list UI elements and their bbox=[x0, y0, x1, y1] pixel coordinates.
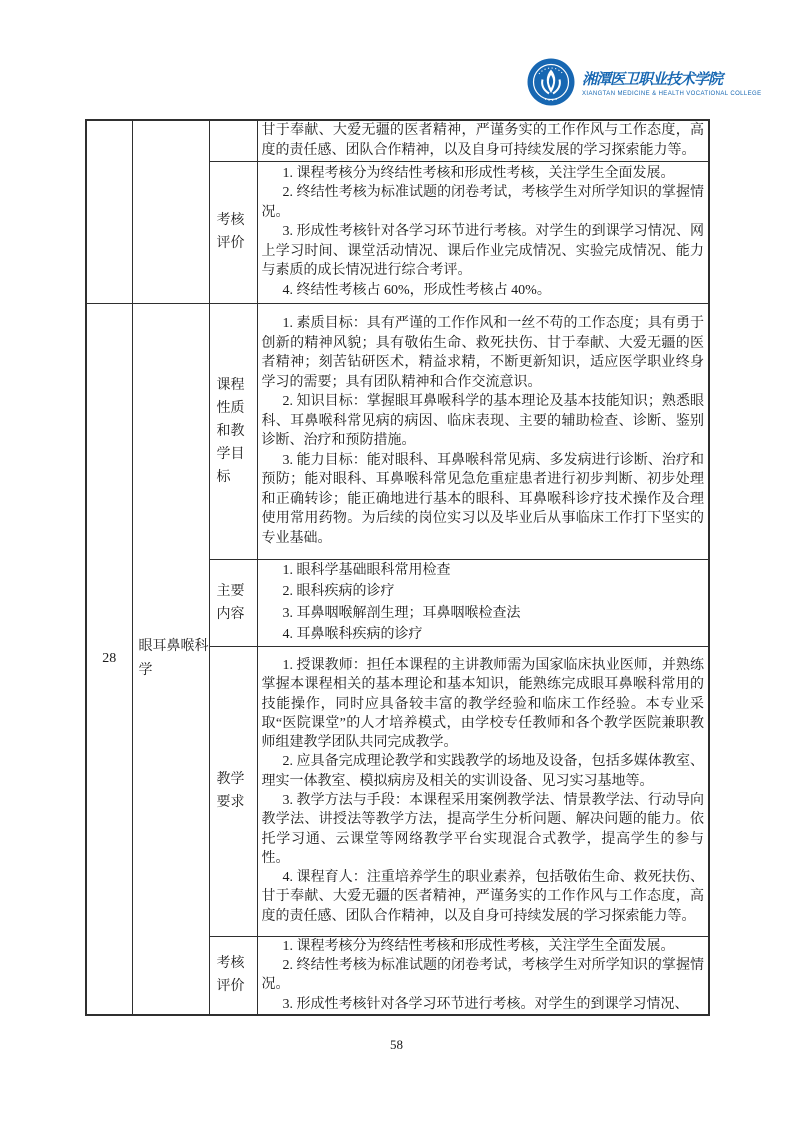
table-row bbox=[86, 120, 709, 161]
course-number: 28 bbox=[86, 303, 132, 1015]
section-content-assessment-2 bbox=[257, 936, 709, 1015]
section-label-main-content: 主要内容 bbox=[209, 559, 257, 646]
section-content-objectives bbox=[257, 303, 709, 559]
paragraph: 3. 能力目标：能对眼科、耳鼻喉科常见病、多发病进行诊断、治疗和预防；能对眼科、耳鼻喉科常见急危重症患者进行初步判断、初步处理和正确转诊；能正确地进行基本的眼科、耳鼻喉科诊疗技术操作及合理使用常用药物。为后续的岗位实习以及毕业后从事临床工作打下坚实的专业基础。 bbox=[261, 452, 704, 546]
section-label-teaching-requirements: 教学要求 bbox=[209, 646, 257, 936]
section-label-cell-empty bbox=[209, 120, 257, 161]
paragraph: 1. 课程考核分为终结性考核和形成性考核，关注学生全面发展。 bbox=[282, 165, 675, 181]
paragraph: 甘于奉献、大爱无疆的医者精神，严谨务实的工作作风与工作态度，高度的责任感、团队合作精神，以及自身可持续发展的学习探索能力等。 bbox=[261, 123, 704, 158]
page-number: 58 bbox=[390, 1037, 403, 1052]
course-number-cell-empty bbox=[86, 120, 132, 303]
section-label-assessment-2: 考核评价 bbox=[209, 936, 257, 1015]
paragraph: 1. 课程考核分为终结性考核和形成性考核，关注学生全面发展。 bbox=[282, 938, 675, 954]
college-name-block bbox=[582, 68, 761, 97]
section-label-objectives: 课程性质和教学目标 bbox=[209, 303, 257, 559]
section-content-main-content bbox=[257, 559, 709, 646]
college-emblem-icon bbox=[527, 58, 575, 106]
paragraph: 2. 知识目标：掌握眼耳鼻喉科学的基本理论及基本技能知识；熟悉眼科、耳鼻喉科常见病的病因、临床表现、主要的辅助检查、诊断、鉴别诊断、治疗和预防措施。 bbox=[261, 394, 704, 448]
paragraph: 2. 终结性考核为标准试题的闭卷考试，考核学生对所学知识的掌握情况。 bbox=[261, 185, 704, 220]
course-name: 眼耳鼻喉科学 bbox=[132, 303, 209, 1015]
section-content-assessment bbox=[257, 161, 709, 303]
course-syllabus-table bbox=[85, 119, 710, 1016]
paragraph: 1. 素质目标：具有严谨的工作作风和一丝不苟的工作态度；具有勇于创新的精神风貌；具有敬佑生命、救死扶伤、甘于奉献、大爱无疆的医者精神；刻苦钻研医术，精益求精，不断更新知识，适应医学职业终身学习的需要；具有团队精神和合作交流意识。 bbox=[261, 316, 704, 390]
college-name-en: XIANGTAN MEDICINE & HEALTH VOCATIONAL COLLEGE bbox=[582, 90, 762, 97]
paragraph: 1. 眼科学基础眼科常用检查 bbox=[282, 562, 451, 578]
college-logo bbox=[527, 58, 761, 106]
paragraph: 3. 教学方法与手段：本课程采用案例教学法、情景教学法、行动导向教学法、讲授法等教学方法，提高学生分析问题、解决问题的能力。依托学习通、云课堂等网络教学平台实现混合式教学，提高学生的参与性。 bbox=[261, 793, 704, 866]
paragraph: 2. 应具备完成理论教学和实践教学的场地及设备，包括多媒体教室、理实一体教室、模拟病房及相关的实训设备、见习实习基地等。 bbox=[261, 754, 704, 789]
paragraph: 3. 耳鼻咽喉解剖生理；耳鼻咽喉检查法 bbox=[282, 605, 521, 621]
college-name-cn: 湘潭医卫职业技术学院 bbox=[582, 71, 723, 88]
paragraph: 1. 授课教师：担任本课程的主讲教师需为国家临床执业医师，并熟练掌握本课程相关的基本理论和基本知识，能熟练完成眼耳鼻喉科常用的技能操作，同时应具备较丰富的教学经验和临床工作经验。本专业采取“医院课堂”的人才培养模式，由学校专任教师和各个教学医院兼职教师组建教学团队共同完成教学。 bbox=[261, 657, 704, 751]
paragraph: 3. 形成性考核针对各学习环节进行考核。对学生的到课学习情况、网上学习时间、课堂活动情况、课后作业完成情况、实验完成情况、能力与素质的成长情况进行综合考评。 bbox=[261, 224, 704, 279]
paragraph: 4. 课程育人：注重培养学生的职业素养，包括敬佑生命、救死扶伤、甘于奉献、大爱无疆的医者精神，严谨务实的工作作风与工作态度，高度的责任感、团队合作精神，以及自身可持续发展的学习探索能力等。 bbox=[261, 870, 704, 924]
section-content-teaching-requirements bbox=[257, 646, 709, 936]
overflow-text-cell bbox=[257, 120, 709, 161]
paragraph: 4. 终结性考核占 60%，形成性考核占 40%。 bbox=[282, 282, 551, 298]
paragraph: 4. 耳鼻喉科疾病的诊疗 bbox=[282, 627, 423, 642]
table-row bbox=[86, 303, 709, 559]
paragraph: 3. 形成性考核针对各学习环节进行考核。对学生的到课学习情况、 bbox=[282, 996, 689, 1012]
paragraph: 2. 终结性考核为标准试题的闭卷考试，考核学生对所学知识的掌握情况。 bbox=[261, 957, 704, 993]
section-label-assessment: 考核评价 bbox=[209, 161, 257, 303]
course-name-cell-empty bbox=[132, 120, 209, 303]
paragraph: 2. 眼科疾病的诊疗 bbox=[282, 584, 395, 599]
